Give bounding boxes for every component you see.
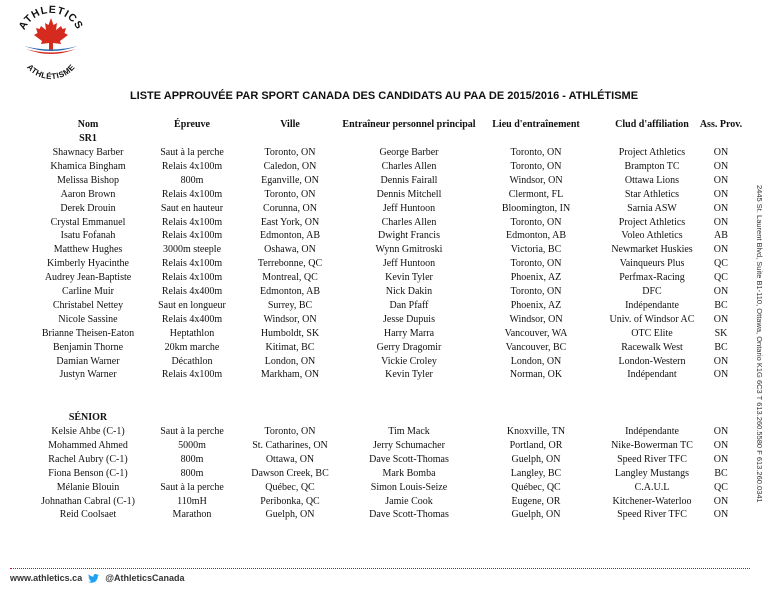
coach-cell: Tim Mack [388, 426, 430, 437]
club-cell: Speed River TFC [617, 453, 687, 465]
athlete-name-cell: Kimberly Hyacinthe [47, 258, 129, 270]
event-cell: Saut à la perche [160, 481, 224, 493]
footer [10, 573, 185, 583]
training-location-cell: Guelph, ON [511, 453, 561, 465]
club-cell: Kitchener-Waterloo [612, 495, 692, 507]
event-cell: Marathon [172, 509, 212, 521]
table-row [0, 342, 740, 356]
city-cell: Guelph, ON [265, 509, 315, 521]
training-location-cell: Portland, OR [509, 439, 563, 451]
city-cell: St. Catharines, ON [252, 439, 328, 451]
province-cell: AB [714, 230, 728, 242]
coach-cell: Jeff Huntoon [382, 258, 436, 270]
athlete-name-cell: Reid Coolsaet [59, 509, 117, 521]
column-header-province: Ass. Prov. [699, 119, 743, 130]
club-cell: Newmarket Huskies [611, 244, 693, 256]
province-cell: ON [713, 426, 729, 437]
training-location-cell: Clermont, FL [508, 188, 564, 200]
athlete-name-cell: Benjamin Thorne [52, 341, 124, 353]
table-row [0, 509, 740, 523]
training-location-cell: Guelph, ON [511, 509, 561, 521]
event-cell: Heptathlon [169, 327, 215, 339]
province-cell: ON [713, 509, 729, 521]
club-cell: Project Athletics [618, 147, 686, 158]
province-cell: ON [713, 202, 729, 214]
athlete-name-cell: Matthew Hughes [53, 244, 123, 256]
city-cell: Edmonton, AB [259, 230, 320, 242]
coach-cell: Dave Scott-Thomas [369, 509, 449, 521]
table-row [0, 230, 740, 244]
club-cell: Univ. of Windsor AC [609, 313, 695, 325]
section-label-sr1: SR1 [79, 133, 97, 144]
athlete-name-cell: Crystal Emmanuel [50, 216, 126, 228]
province-cell: QC [714, 481, 728, 493]
club-cell: Perfmax-Racing [619, 272, 685, 284]
province-cell: QC [714, 258, 728, 270]
event-cell: 20km marche [164, 341, 220, 353]
table-row [0, 147, 740, 161]
province-cell: ON [713, 313, 729, 325]
training-location-cell: Toronto, ON [510, 286, 562, 297]
city-cell: Surrey, BC [267, 299, 313, 311]
club-cell: Speed River TFC [617, 509, 687, 521]
coach-cell: Charles Allen [381, 160, 437, 172]
club-cell: Star Athletics [624, 188, 680, 200]
table-row [0, 468, 740, 482]
event-cell: Relais 4x100m [161, 258, 223, 270]
training-location-cell: Vancouver, WA [504, 327, 568, 339]
coach-cell: Dave Scott-Thomas [369, 453, 449, 465]
training-location-cell: Vancouver, BC [505, 341, 567, 353]
coach-cell: Dwight Francis [378, 230, 440, 242]
athlete-name-cell: Johnathan Cabral (C-1) [41, 495, 135, 507]
club-cell: Racewalk West [621, 341, 683, 353]
table-row [0, 482, 740, 496]
club-cell: Indépendante [625, 426, 679, 437]
table-row [0, 203, 740, 217]
event-cell: Relais 4x100m [161, 188, 223, 200]
city-cell: Caledon, ON [263, 160, 317, 172]
club-cell: Vainqueurs Plus [619, 258, 685, 270]
coach-cell: Jesse Dupuis [383, 313, 435, 325]
club-cell: Nike-Bowerman TC [611, 439, 693, 451]
coach-cell: Wynn Gmitroski [375, 244, 443, 256]
coach-cell: George Barber [379, 147, 439, 158]
maple-leaf-icon [34, 18, 68, 50]
event-cell: Relais 4x400m [161, 286, 223, 297]
training-location-cell: Windsor, ON [509, 174, 563, 186]
city-cell: Corunna, ON [263, 202, 317, 214]
athlete-name-cell: Khamica Bingham [50, 160, 126, 172]
event-cell: Relais 4x100m [161, 230, 223, 242]
training-location-cell: Toronto, ON [510, 216, 562, 228]
province-cell: BC [714, 299, 728, 311]
table-row [0, 496, 740, 510]
club-cell: DFC [642, 286, 662, 297]
event-cell: 3000m steeple [162, 244, 222, 256]
coach-cell: Kevin Tyler [385, 272, 433, 284]
training-location-cell: Bloomington, IN [501, 202, 571, 214]
athlete-name-cell: Melissa Bishop [57, 174, 119, 186]
province-cell: ON [713, 216, 729, 228]
training-location-cell: Toronto, ON [510, 160, 562, 172]
table-row [0, 189, 740, 203]
event-cell: 800m [180, 453, 204, 465]
column-header-club: Clud d'affiliation [615, 119, 689, 130]
event-cell: Relais 4x100m [161, 272, 223, 284]
training-location-cell: Edmonton, AB [505, 230, 566, 242]
city-cell: Eganville, ON [261, 174, 319, 186]
athlete-name-cell: Carline Muir [62, 286, 114, 297]
club-cell: C.A.U.L [634, 481, 670, 493]
table-row [0, 369, 740, 383]
event-cell: Relais 4x100m [161, 216, 223, 228]
athlete-name-cell: Mélanie Blouin [56, 481, 120, 493]
club-cell: Brampton TC [624, 160, 680, 172]
event-cell: Décathlon [171, 355, 213, 367]
training-location-cell: Langley, BC [510, 467, 562, 479]
city-cell: Markham, ON [260, 369, 320, 381]
city-cell: Ottawa, ON [265, 453, 315, 465]
province-cell: BC [714, 467, 728, 479]
table-row [0, 272, 740, 286]
city-cell: Humboldt, SK [260, 327, 320, 339]
city-cell: Terrebonne, QC [257, 258, 323, 270]
coach-cell: Vickie Croley [381, 355, 437, 367]
city-cell: Dawson Creek, BC [251, 467, 329, 479]
coach-cell: Charles Allen [381, 216, 437, 228]
training-location-cell: Québec, QC [511, 481, 561, 493]
table-row [0, 454, 740, 468]
coach-cell: Dan Pfaff [389, 299, 429, 311]
training-location-cell: Norman, OK [509, 369, 563, 381]
page-title: LISTE APPROUVÉE PAR SPORT CANADA DES CANDIDATS AU PAA DE 2015/2016 - ATHLÉTISME [129, 90, 639, 102]
city-cell: Edmonton, AB [259, 286, 320, 297]
table-row [0, 217, 740, 231]
coach-cell: Jeff Huntoon [382, 202, 436, 214]
athlete-name-cell: Justyn Warner [59, 369, 117, 381]
column-header-name: Nom [77, 119, 99, 130]
coach-cell: Nick Dakin [385, 286, 433, 297]
training-location-cell: Phoenix, AZ [510, 299, 562, 311]
coach-cell: Jamie Cook [385, 495, 433, 507]
training-location-cell: Eugene, OR [511, 495, 561, 507]
city-cell: Montreal, QC [262, 272, 318, 284]
province-cell: BC [714, 341, 728, 353]
athlete-name-cell: Damian Warner [56, 355, 120, 367]
table-row [0, 300, 740, 314]
coach-cell: Jerry Schumacher [373, 439, 445, 451]
table-row [0, 258, 740, 272]
club-cell: Sarnia ASW [627, 202, 677, 214]
athlete-name-cell: Derek Drouin [60, 202, 116, 214]
city-cell: East York, ON [260, 216, 320, 228]
column-header-training-location: Lieu d'entraînement [492, 119, 580, 130]
club-cell: Ottawa Lions [624, 174, 680, 186]
logo-top-text: ATHLETICS [16, 3, 86, 32]
city-cell: Toronto, ON [264, 147, 316, 158]
event-cell: Saut en longueur [158, 299, 226, 311]
city-cell: Kitimat, BC [265, 341, 315, 353]
logo-bottom-text: ATHLÉTISME [25, 62, 77, 80]
club-cell: OTC Elite [631, 327, 673, 339]
column-header-coach: Entraîneur personnel principal [342, 119, 476, 130]
province-cell: ON [713, 244, 729, 256]
coach-cell: Mark Bomba [382, 467, 436, 479]
athlete-name-cell: Isatu Fofanah [60, 230, 116, 242]
event-cell: Saut à la perche [160, 426, 224, 437]
event-cell: 800m [180, 174, 204, 186]
club-cell: London-Western [618, 355, 686, 367]
footer-divider [10, 568, 750, 569]
athlete-name-cell: Aaron Brown [60, 188, 116, 200]
athlete-name-cell: Rachel Aubry (C-1) [48, 453, 128, 465]
event-cell: Saut à la perche [160, 147, 224, 158]
province-cell: ON [713, 160, 729, 172]
city-cell: Toronto, ON [264, 426, 316, 437]
province-cell: ON [713, 453, 729, 465]
table-row [0, 175, 740, 189]
coach-cell: Simon Louis-Seize [370, 481, 448, 493]
coach-cell: Dennis Fairall [380, 174, 438, 186]
table-row [0, 161, 740, 175]
coach-cell: Kevin Tyler [385, 369, 433, 381]
coach-cell: Dennis Mitchell [376, 188, 442, 200]
province-cell: QC [714, 272, 728, 284]
province-cell: ON [713, 147, 729, 158]
table-row [0, 286, 740, 300]
athlete-name-cell: Christabel Nettey [52, 299, 124, 311]
athlete-name-cell: Kelsie Ahbe (C-1) [51, 426, 125, 437]
club-cell: Project Athletics [618, 216, 686, 228]
athlete-name-cell: Shawnacy Barber [52, 147, 124, 158]
event-cell: Relais 4x100m [161, 369, 223, 381]
city-cell: Windsor, ON [263, 313, 317, 325]
city-cell: Peribonka, QC [260, 495, 320, 507]
column-header-city: Ville [280, 119, 300, 130]
training-location-cell: Knoxville, TN [506, 426, 566, 437]
training-location-cell: Phoenix, AZ [510, 272, 562, 284]
training-location-cell: Toronto, ON [510, 147, 562, 158]
training-location-cell: London, ON [510, 355, 562, 367]
training-location-cell: Toronto, ON [510, 258, 562, 270]
section-label-senior: SÉNIOR [68, 412, 108, 423]
table-row [0, 328, 740, 342]
club-cell: Indépendant [627, 369, 677, 381]
event-cell: Relais 4x100m [161, 160, 223, 172]
website-link[interactable]: www.athletics.ca [10, 573, 83, 583]
table-row [0, 356, 740, 370]
club-cell: Voleo Athletics [621, 230, 683, 242]
event-cell: Saut en hauteur [160, 202, 224, 214]
column-header-event: Épreuve [174, 119, 210, 130]
province-cell: ON [713, 174, 729, 186]
event-cell: Relais 4x400m [161, 313, 223, 325]
province-cell: ON [713, 188, 729, 200]
city-cell: Québec, QC [265, 481, 315, 493]
side-address-text: 2445 St. Laurent Blvd, Suite B1-110, Ottawa, Ontario K1G 6C3 T 613.260.5580 F 613.260.0341 [755, 185, 764, 503]
coach-cell: Gerry Dragomir [376, 341, 442, 353]
province-cell: ON [713, 355, 729, 367]
table-row [0, 426, 740, 440]
province-cell: SK [714, 327, 728, 339]
province-cell: ON [713, 369, 729, 381]
table-row [0, 244, 740, 258]
table-row [0, 314, 740, 328]
side-address [750, 185, 766, 585]
twitter-icon [88, 574, 99, 583]
athlete-name-cell: Fiona Benson (C-1) [48, 467, 128, 479]
event-cell: 800m [180, 467, 204, 479]
training-location-cell: Victoria, BC [510, 244, 562, 256]
province-cell: ON [713, 495, 729, 507]
coach-cell: Harry Marra [383, 327, 435, 339]
province-cell: ON [713, 439, 729, 451]
athletics-canada-logo [12, 2, 90, 80]
table-row [0, 440, 740, 454]
athlete-name-cell: Nicole Sassine [58, 313, 118, 325]
city-cell: London, ON [264, 355, 316, 367]
province-cell: ON [713, 286, 729, 297]
athlete-name-cell: Audrey Jean-Baptiste [44, 272, 132, 284]
athlete-name-cell: Brianne Theisen-Eaton [41, 327, 135, 339]
twitter-handle-link[interactable]: @AthleticsCanada [105, 573, 185, 583]
training-location-cell: Windsor, ON [509, 313, 563, 325]
athlete-name-cell: Mohammed Ahmed [48, 439, 128, 451]
event-cell: 5000m [178, 439, 206, 451]
city-cell: Toronto, ON [264, 188, 316, 200]
city-cell: Oshawa, ON [264, 244, 316, 256]
club-cell: Langley Mustangs [614, 467, 690, 479]
svg-text:ATHLÉTISME [25, 62, 77, 80]
event-cell: 110mH [177, 495, 207, 507]
club-cell: Indépendante [625, 299, 679, 311]
